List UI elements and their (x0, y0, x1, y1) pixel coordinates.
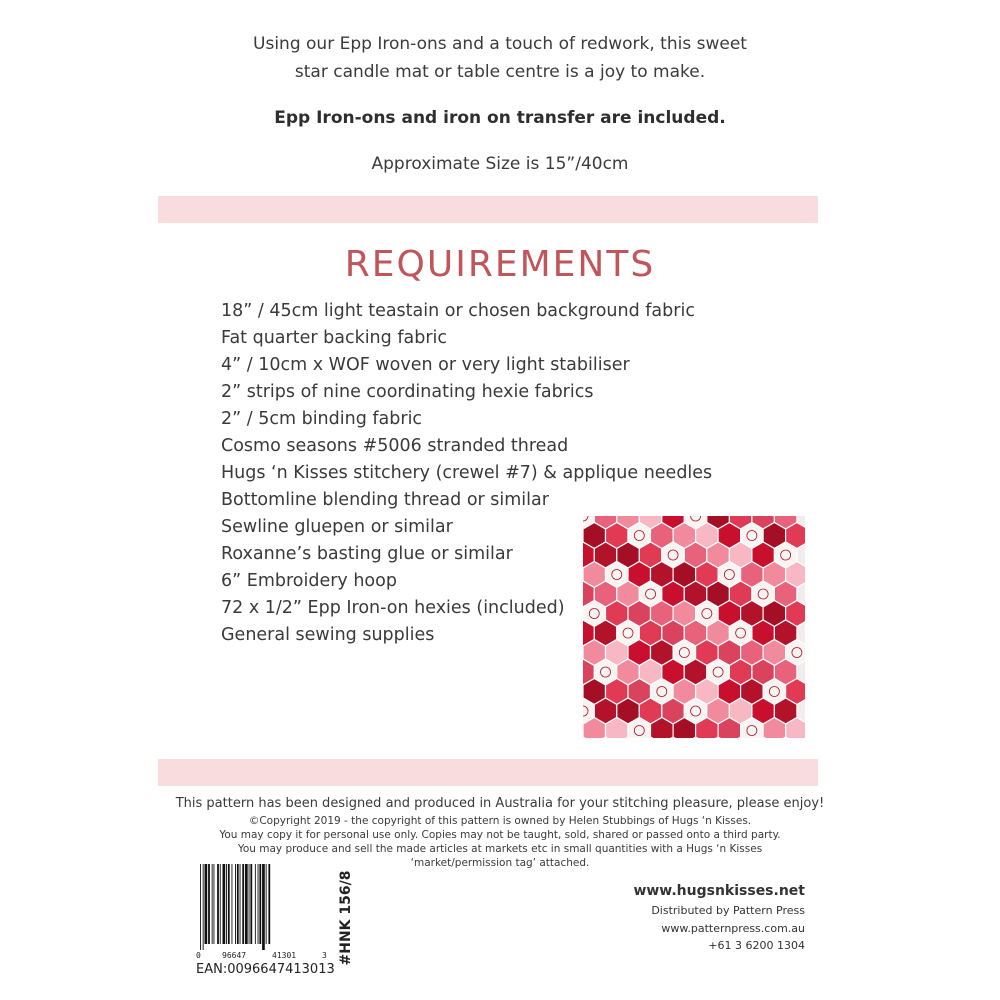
distributor-website-link[interactable]: www.patternpress.com.au (661, 922, 805, 935)
copy-restriction-note: You may copy it for personal use only. Copies may not be taught, sold, shared or passed onto a third party. (219, 829, 781, 841)
barcode-digits-group-2: 41301 (272, 951, 297, 960)
list-item: Fat quarter backing fabric (221, 328, 447, 348)
list-item: General sewing supplies (221, 625, 435, 645)
barcode-digit-right: 3 (322, 951, 327, 960)
requirements-heading: REQUIREMENTS (344, 244, 656, 285)
distributor-note: Distributed by Pattern Press (651, 904, 805, 917)
intro-text-line-2: star candle mat or table centre is a joy to make. (294, 62, 706, 82)
product-code-text: #HNK 156/8 (338, 870, 354, 966)
list-item: 72 x 1/2” Epp Iron-on hexies (included) (221, 598, 565, 618)
list-item: Bottomline blending thread or similar (221, 490, 549, 510)
list-item: Sewline gluepen or similar (221, 517, 453, 537)
list-item: Hugs ‘n Kisses stitchery (crewel #7) & applique needles (221, 463, 713, 483)
barcode-digits-group-1: 96647 (222, 951, 247, 960)
hexie-quilt-photo (583, 516, 805, 738)
list-item: 4” / 10cm x WOF woven or very light stabiliser (221, 355, 630, 375)
phone-number: +61 3 6200 1304 (708, 939, 805, 952)
list-item: 18” / 45cm light teastain or chosen background fabric (221, 301, 695, 321)
list-item: 2” / 5cm binding fabric (221, 409, 423, 429)
barcode-digit-left: 0 (196, 951, 201, 960)
market-tag-note: ‘market/permission tag’ attached. (410, 857, 590, 869)
product-code (337, 868, 355, 968)
market-permission-note: You may produce and sell the made articles at markets etc in small quantities with a Hugs ‘n Kisses (237, 843, 763, 855)
list-item: Roxanne’s basting glue or similar (221, 544, 513, 564)
intro-text-line-1: Using our Epp Iron-ons and a touch of redwork, this sweet (253, 34, 747, 54)
list-item: 6” Embroidery hoop (221, 571, 397, 591)
divider-band-top (158, 196, 818, 223)
divider-band-bottom (158, 759, 818, 786)
size-note: Approximate Size is 15”/40cm (371, 154, 629, 174)
ean-code: EAN:0096647413013 (196, 962, 335, 977)
included-note: Epp Iron-ons and iron on transfer are included. (274, 108, 726, 128)
pattern-origin-note: This pattern has been designed and produced in Australia for your stitching pleasure, please enjoy! (175, 796, 825, 811)
website-link[interactable]: www.hugsnkisses.net (633, 883, 805, 899)
list-item: Cosmo seasons #5006 stranded thread (221, 436, 569, 456)
list-item: 2” strips of nine coordinating hexie fabrics (221, 382, 594, 402)
barcode (196, 864, 330, 950)
copyright-note: ©Copyright 2019 - the copyright of this pattern is owned by Helen Stubbings of Hugs ‘n Kisses. (248, 815, 752, 827)
